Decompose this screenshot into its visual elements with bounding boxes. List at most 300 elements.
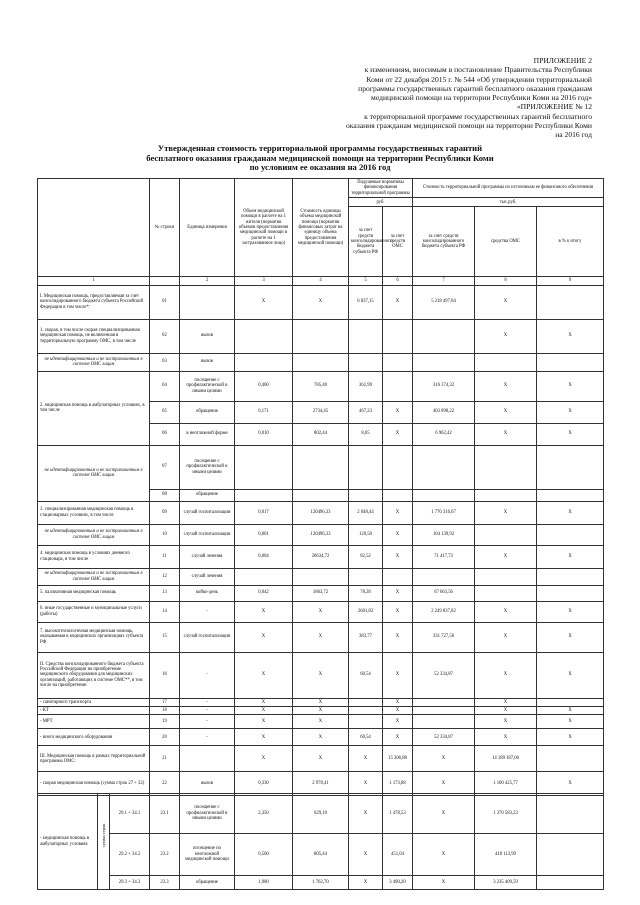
oms-total-cell: 3 235 409,59 [475, 876, 537, 890]
cost-cell: 785,40 [293, 371, 349, 401]
row-name: не идентифицированным и не застрахованным в системе ОМС лицам [38, 445, 150, 501]
row-no: 12 [150, 568, 180, 585]
oms-cell: X [383, 501, 413, 524]
cost-cell: X [293, 746, 349, 772]
oms-cell: X [383, 423, 413, 445]
volume-cell: 0,171 [235, 401, 293, 423]
row-no: 22 [150, 772, 180, 796]
oms-total-cell [475, 445, 537, 489]
oms-total-cell: X [475, 698, 537, 706]
table-row [38, 285, 604, 319]
percent-cell [537, 353, 604, 371]
unit-cell: случай госпитализации [180, 622, 235, 652]
header-row-no: № строки [150, 179, 180, 277]
unit-cell: посещение по неотложной медицинской помощи [180, 834, 235, 876]
ambulatory-table [37, 793, 604, 890]
row-name: 3. специализированная медицинская помощь в стационарных условиях, в том числе [38, 501, 150, 524]
unit-cell: - [180, 652, 235, 698]
ref-cell: 29.2 + 34.2 [110, 834, 150, 876]
sum-cell: 1 770 316,67 [413, 501, 475, 524]
percent-cell: X [537, 601, 604, 622]
volume-cell: 1,980 [235, 876, 293, 890]
table-row [38, 353, 604, 371]
per-capita-cell [349, 353, 383, 371]
col-num: 7 [413, 277, 475, 285]
row-name: не идентифицированным и не застрахованным в системе ОМС лицам [38, 568, 150, 585]
percent-cell: X [537, 715, 604, 729]
oms-cell: X [383, 729, 413, 746]
per-capita-cell: X [349, 772, 383, 796]
volume-cell [235, 353, 293, 371]
row-name: 4. медицинская помощь в условиях дневного стационара, в том числе [38, 545, 150, 568]
sum-cell: 52 334,87 [413, 652, 475, 698]
unit-cell: посещение с профилактической и иными целями [180, 794, 235, 834]
row-name: - иного медицинского оборудования [38, 729, 150, 746]
percent-cell [537, 285, 604, 319]
oms-cell: 15 306,88 [383, 746, 413, 772]
sum-cell [413, 568, 475, 585]
title-line: Утвержденная стоимость территориальной программы государственных гарантий [157, 143, 483, 153]
vertical-label-text: сумма строк [100, 823, 106, 847]
unit-cell [180, 285, 235, 319]
percent-cell [537, 698, 604, 706]
oms-cell [383, 319, 413, 353]
table-row [38, 524, 604, 545]
cost-cell: X [293, 622, 349, 652]
sum-cell: X [413, 772, 475, 796]
unit-cell: - [180, 729, 235, 746]
cost-cell [293, 445, 349, 489]
volume-cell: 0,560 [235, 834, 293, 876]
oms-cell: X [383, 585, 413, 601]
sum-cell [413, 707, 475, 715]
row-name: 5. паллиативная медицинская помощь [38, 585, 150, 601]
cost-cell: X [293, 715, 349, 729]
unit-cell: случай лечения [180, 545, 235, 568]
per-capita-cell [349, 698, 383, 706]
oms-cell [383, 568, 413, 585]
oms-cell: X [383, 601, 413, 622]
row-name: II. Средства консолидированного бюджета субъекта Российской Федерации на приобретение медицинского оборудования для медицинских организаций, работающих в системе ОМС**, в том числе на приобретение: [38, 652, 150, 698]
cost-cell: X [293, 698, 349, 706]
oms-total-cell: 14 189 187,00 [475, 746, 537, 772]
table-row [38, 445, 604, 489]
per-capita-cell: 6 837,15 [349, 285, 383, 319]
cost-cell: X [293, 729, 349, 746]
sum-cell [413, 489, 475, 501]
unit-cell: посещение с профилактической и иными целями [180, 445, 235, 489]
col-num: 3 [235, 277, 293, 285]
percent-cell: X [537, 772, 604, 796]
row-name: I. Медицинская помощь, предоставляемая за счет консолидированного бюджета субъекта Российской Федерации в том числе*: [38, 285, 150, 319]
table-row [38, 319, 604, 353]
volume-cell: X [235, 746, 293, 772]
header-budget: за счет средств консолидированного бюджета субъекта РФ [349, 207, 383, 277]
volume-cell: 0,004 [235, 545, 293, 568]
unit-cell: в неотложной форме [180, 423, 235, 445]
oms-total-cell: X [475, 601, 537, 622]
sum-cell: X [413, 834, 475, 876]
oms-total-cell: X [475, 501, 537, 524]
oms-total-cell: X [475, 715, 537, 729]
unit-cell: - [180, 715, 235, 729]
row-no: 07 [150, 445, 180, 489]
row-no: 23.3 [150, 876, 180, 890]
cost-cell: 120496,33 [293, 524, 349, 545]
per-capita-cell: 2601,82 [349, 601, 383, 622]
col-num: 8 [475, 277, 537, 285]
volume-cell [235, 445, 293, 489]
header-total: Стоимость территориальной программы по источникам ее финансового обеспечения [413, 179, 604, 198]
header-line: Коми от 22 декабря 2015 г. № 544 «Об утверждении территориальной [366, 74, 592, 84]
percent-cell: X [537, 401, 604, 423]
oms-cell: X [383, 524, 413, 545]
table-row [38, 729, 604, 746]
per-capita-cell: 60,54 [349, 652, 383, 698]
row-no: 11 [150, 545, 180, 568]
col-num: 1 [38, 277, 150, 285]
row-no: 06 [150, 423, 180, 445]
oms-total-cell: X [475, 319, 537, 353]
sum-cell [413, 445, 475, 489]
volume-cell [235, 489, 293, 501]
volume-cell: X [235, 622, 293, 652]
oms-total-cell [475, 524, 537, 545]
sum-cell: 2 249 837,82 [413, 601, 475, 622]
sum-cell [413, 698, 475, 706]
row-no: 15 [150, 622, 180, 652]
per-capita-cell: 2 048,44 [349, 501, 383, 524]
header-line: ПРИЛОЖЕНИЕ 2 [533, 56, 592, 65]
table-row [38, 501, 604, 524]
oms-cell: X [383, 285, 413, 319]
oms-total-cell: X [475, 729, 537, 746]
volume-cell: 0,017 [235, 501, 293, 524]
row-name: 7. высокотехнологичная медицинская помощь, оказываемая в медицинских организациях субъекта РФ [38, 622, 150, 652]
sum-cell: 104 139,92 [413, 524, 475, 545]
oms-total-cell: X [475, 707, 537, 715]
row-name: - медицинская помощь в амбулаторных условиях [38, 794, 98, 890]
volume-cell: X [235, 698, 293, 706]
row-no: 08 [150, 489, 180, 501]
percent-cell: X [537, 652, 604, 698]
table-row [38, 371, 604, 401]
unit-cell: случай госпитализации [180, 501, 235, 524]
sum-cell: X [413, 746, 475, 772]
table-row [38, 746, 604, 772]
cost-cell: X [293, 601, 349, 622]
unit-cell: - [180, 601, 235, 622]
unit-cell: - [180, 698, 235, 706]
oms-total-cell: X [475, 652, 537, 698]
row-name: III. Медицинская помощь в рамках территориальной программы ОМС: [38, 746, 150, 772]
cost-cell [293, 568, 349, 585]
col-num: 6 [383, 277, 413, 285]
row-no: 19 [150, 715, 180, 729]
volume-cell: X [235, 729, 293, 746]
percent-cell: X [537, 729, 604, 746]
percent-cell [537, 524, 604, 545]
cost-cell: 2734,45 [293, 401, 349, 423]
per-capita-cell: 78,28 [349, 585, 383, 601]
row-name: 6. иные государственные и муниципальные услуги (работы) [38, 601, 150, 622]
volume-cell: 0,001 [235, 524, 293, 545]
sum-cell: 5 218 497,84 [413, 285, 475, 319]
row-no: 01 [150, 285, 180, 319]
percent-cell [537, 585, 604, 601]
row-no: 20 [150, 729, 180, 746]
header-empty [38, 179, 150, 277]
percent-cell [537, 445, 604, 489]
percent-cell: X [537, 707, 604, 715]
table-row [38, 652, 604, 698]
row-name: - КТ [38, 707, 150, 715]
per-capita-cell: 60,54 [349, 729, 383, 746]
oms-total-cell [475, 585, 537, 601]
row-no: 05 [150, 401, 180, 423]
volume-cell: 0,042 [235, 585, 293, 601]
header-unit: Единица измерения [180, 179, 235, 277]
table-row [38, 707, 604, 715]
oms-total-cell: X [475, 423, 537, 445]
oms-total-cell: X [475, 545, 537, 568]
per-capita-cell [349, 707, 383, 715]
ref-cell: 29.3 + 34.3 [110, 876, 150, 890]
header-line: «ПРИЛОЖЕНИЕ № 12 [516, 102, 592, 112]
percent-cell [537, 568, 604, 585]
volume-cell: 0,460 [235, 371, 293, 401]
volume-cell [235, 319, 293, 353]
oms-total-cell: X [475, 401, 537, 423]
per-capita-cell [349, 489, 383, 501]
per-capita-cell [349, 445, 383, 489]
percent-cell [537, 794, 604, 834]
table-row [38, 585, 604, 601]
per-capita-cell: 383,77 [349, 622, 383, 652]
header-cost: Стоимость единицы объема медицинской помощи (норматив финансовых затрат на единицу объема предоставления медицинской помощи) [293, 179, 349, 277]
sum-cell: 71 417,73 [413, 545, 475, 568]
table-row [38, 715, 604, 729]
per-capita-cell: 361,99 [349, 371, 383, 401]
appendix-header [212, 56, 592, 140]
table-row [38, 545, 604, 568]
header-per-capita: Подушевые нормативы финансирования территориальной программы [349, 179, 413, 198]
oms-cell: X [383, 698, 413, 706]
header-volume: Объем медицинской помощи в расчете на 1 жителя (норматив объемов предоставления медицинской помощи в расчете на 1 застрахованное лицо) [235, 179, 293, 277]
unit-cell: посещение с профилактической и иными целями [180, 371, 235, 401]
cost-cell: 1 762,70 [293, 876, 349, 890]
cost-cell [293, 353, 349, 371]
header-line: к изменениям, вносимым в постановление Правительства Республики [364, 65, 592, 75]
vertical-label [98, 794, 110, 890]
oms-total-cell [475, 353, 537, 371]
sum-cell: 331 727,56 [413, 622, 475, 652]
oms-total-cell [475, 568, 537, 585]
cost-cell: 20634,72 [293, 545, 349, 568]
row-no: 13 [150, 585, 180, 601]
header-line: к территориальной программе государственных гарантий бесплатного [364, 111, 592, 121]
row-no: 23.2 [150, 834, 180, 876]
percent-cell: X [537, 501, 604, 524]
cost-cell: X [293, 652, 349, 698]
table-row [38, 794, 604, 834]
percent-cell: X [537, 545, 604, 568]
header-oms-total: средства ОМС [475, 207, 537, 277]
sum-cell: 403 898,22 [413, 401, 475, 423]
oms-cell: 1 173,88 [383, 772, 413, 796]
title-line: по условиям ее оказания на 2016 год [249, 162, 391, 173]
oms-cell: 451,04 [383, 834, 413, 876]
sum-cell: 6 962,42 [413, 423, 475, 445]
percent-cell [537, 834, 604, 876]
ref-cell: 29.1 + 34.1 [110, 794, 150, 834]
header-percent: в % к итогу [537, 207, 604, 277]
cost-cell: 2 978,41 [293, 772, 349, 796]
oms-cell [383, 489, 413, 501]
unit-cell: обращение [180, 489, 235, 501]
sum-cell: 316 374,32 [413, 371, 475, 401]
row-no: 04 [150, 371, 180, 401]
table-row [38, 622, 604, 652]
cost-table [37, 178, 604, 796]
row-no: 10 [150, 524, 180, 545]
sum-cell [413, 715, 475, 729]
volume-cell: X [235, 715, 293, 729]
sum-cell: X [413, 876, 475, 890]
percent-cell: X [537, 319, 604, 353]
volume-cell: 0,330 [235, 772, 293, 796]
volume-cell: X [235, 652, 293, 698]
oms-cell: X [383, 707, 413, 715]
oms-cell: X [383, 622, 413, 652]
oms-cell: 1 478,53 [383, 794, 413, 834]
table-row [38, 876, 604, 890]
percent-cell [537, 746, 604, 772]
row-name: 1. скорая, в том числе скорая специализированная медицинская помощь, не включенная в территориальную программу ОМС, в том числе [38, 319, 150, 353]
oms-total-cell: 1 370 583,23 [475, 794, 537, 834]
unit-cell: случай лечения [180, 568, 235, 585]
sum-cell: 52 334,87 [413, 729, 475, 746]
cost-cell: 802,44 [293, 423, 349, 445]
oms-cell: X [383, 715, 413, 729]
table-row [38, 834, 604, 876]
percent-cell: X [537, 371, 604, 401]
percent-cell: X [537, 622, 604, 652]
unit-cell: случай госпитализации [180, 524, 235, 545]
row-name: - скорая медицинская помощь (сумма строк 27 + 32) [38, 772, 150, 796]
per-capita-cell: 120,50 [349, 524, 383, 545]
per-capita-cell [349, 319, 383, 353]
cost-cell: 1863,72 [293, 585, 349, 601]
table-row [38, 568, 604, 585]
table-row [38, 698, 604, 706]
row-no: 02 [150, 319, 180, 353]
unit-cell: обращение [180, 876, 235, 890]
oms-total-cell: 1 100 425,77 [475, 772, 537, 796]
row-name: - санитарного транспорта [38, 698, 150, 706]
percent-cell [537, 489, 604, 501]
volume-cell: X [235, 285, 293, 319]
volume-cell: 0,010 [235, 423, 293, 445]
oms-total-cell: X [475, 285, 537, 319]
cost-cell: 120496,33 [293, 501, 349, 524]
col-num: 9 [537, 277, 604, 285]
header-budget-total: за счет средств консолидированного бюджета субъекта РФ [413, 207, 475, 277]
oms-cell [383, 371, 413, 401]
header-thousand-rub: тыс.руб. [413, 198, 604, 207]
cost-cell: X [293, 285, 349, 319]
per-capita-cell: X [349, 834, 383, 876]
unit-cell: койко-день [180, 585, 235, 601]
row-no: 09 [150, 501, 180, 524]
row-no: 16 [150, 652, 180, 698]
oms-cell: X [383, 401, 413, 423]
header-line: медицинской помощи на территории Республики Коми на 2016 год» [371, 93, 592, 103]
header-line: оказания гражданам медицинской помощи на территории Республики Коми [345, 121, 592, 131]
unit-cell: обращение [180, 401, 235, 423]
row-no: 03 [150, 353, 180, 371]
per-capita-cell: X [349, 794, 383, 834]
row-no: 14 [150, 601, 180, 622]
row-name: не идентифицированным и не застрахованным в системе ОМС лицам [38, 353, 150, 371]
sum-cell: X [413, 794, 475, 834]
volume-cell [235, 568, 293, 585]
cost-cell [293, 319, 349, 353]
per-capita-cell: X [349, 876, 383, 890]
cost-cell: X [293, 707, 349, 715]
oms-total-cell: X [475, 622, 537, 652]
per-capita-cell: X [349, 746, 383, 772]
row-no: 23.1 [150, 794, 180, 834]
row-name: - МРТ [38, 715, 150, 729]
sum-cell: 67 663,56 [413, 585, 475, 601]
col-num: 5 [349, 277, 383, 285]
unit-cell: вызов [180, 353, 235, 371]
oms-total-cell: 418 113,99 [475, 834, 537, 876]
per-capita-cell: 82,52 [349, 545, 383, 568]
row-no: 17 [150, 698, 180, 706]
table-row [38, 601, 604, 622]
cost-cell: 805,44 [293, 834, 349, 876]
cost-cell [293, 489, 349, 501]
header-oms: за счет средств ОМС [383, 207, 413, 277]
row-name: 2. медицинская помощь в амбулаторных условиях, в том числе [38, 371, 150, 445]
volume-cell: X [235, 601, 293, 622]
title-line: бесплатного оказания гражданам медицинской помощи на территории Республики Коми [146, 152, 494, 163]
oms-total-cell [475, 489, 537, 501]
oms-cell: X [383, 652, 413, 698]
oms-cell: X [383, 545, 413, 568]
oms-cell [383, 353, 413, 371]
per-capita-cell [349, 568, 383, 585]
col-num: 4 [293, 277, 349, 285]
row-no: 18 [150, 707, 180, 715]
row-no: 21 [150, 746, 180, 772]
unit-cell [180, 746, 235, 772]
per-capita-cell: 8,05 [349, 423, 383, 445]
col-num [150, 277, 180, 285]
oms-cell: 3 490,20 [383, 876, 413, 890]
oms-total-cell: X [475, 371, 537, 401]
unit-cell: вызов [180, 319, 235, 353]
percent-cell: X [537, 423, 604, 445]
sum-cell [413, 319, 475, 353]
volume-cell: 2,350 [235, 794, 293, 834]
header-line: на 2016 год [555, 130, 592, 140]
header-rub: руб. [349, 198, 413, 207]
unit-cell: вызов [180, 772, 235, 796]
col-num: 2 [180, 277, 235, 285]
